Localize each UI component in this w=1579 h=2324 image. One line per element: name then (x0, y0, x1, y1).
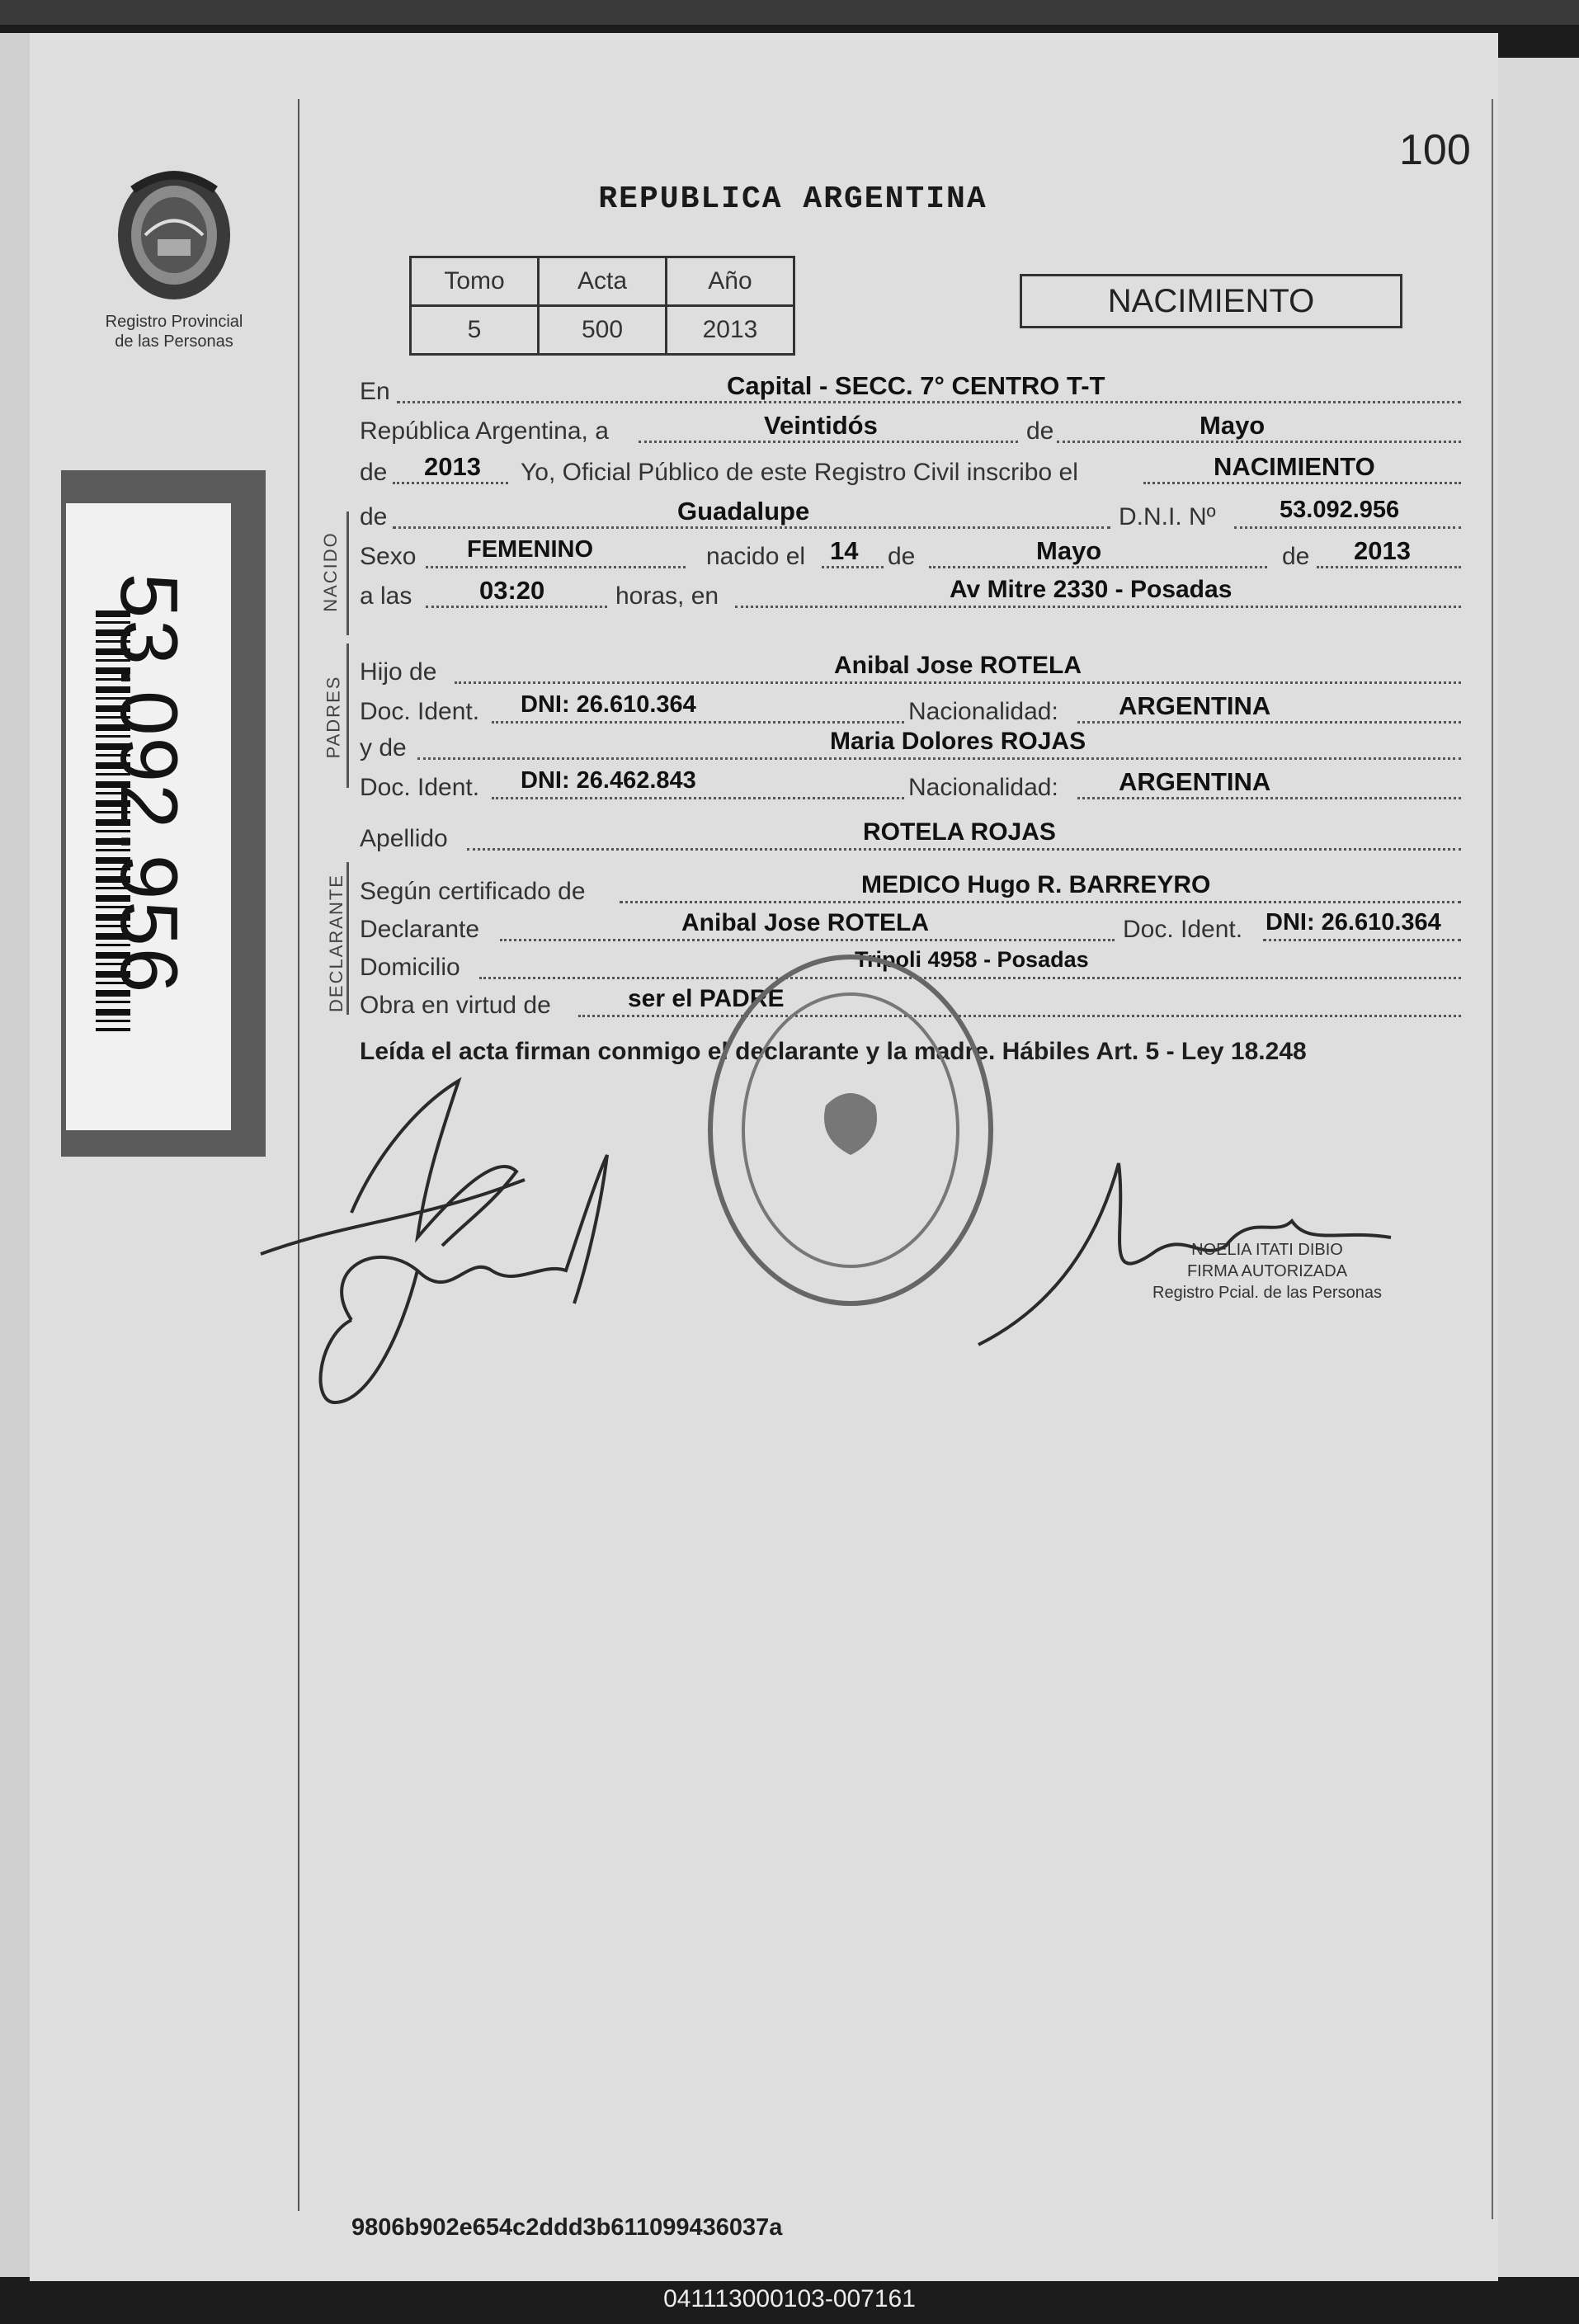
obra-label: Obra en virtud de (360, 992, 551, 1019)
lugar-value: Av Mitre 2330 - Posadas (950, 576, 1233, 603)
domicilio-value: Tripoli 4958 - Posadas (855, 947, 1089, 972)
dotted-line (426, 566, 686, 568)
document-hash: 9806b902e654c2ddd3b611099436037a (351, 2214, 783, 2241)
en-label: En (360, 378, 390, 405)
oficial-text: Yo, Oficial Público de este Registro Civil inscribo el (521, 459, 1078, 486)
de-label: de (1026, 417, 1054, 445)
registry-table (409, 256, 795, 356)
barcode-number: 53.092.956 (104, 573, 195, 995)
nac2-label: Nacionalidad: (908, 774, 1058, 801)
domicilio-label: Domicilio (360, 954, 460, 981)
padre-value: Anibal Jose ROTELA (834, 652, 1082, 679)
seal-caption (79, 312, 269, 351)
sexo-label: Sexo (360, 543, 417, 570)
doc1-label: Doc. Ident. (360, 698, 480, 725)
row-nombre (360, 497, 1465, 535)
dotted-line (1077, 797, 1461, 799)
dotted-line (620, 901, 1461, 903)
doc2-label: Doc. Ident. (360, 774, 480, 801)
value-tomo: 5 (411, 306, 539, 355)
row-hijo (360, 652, 1465, 690)
dotted-line (417, 757, 1461, 760)
hora-value: 03:20 (479, 576, 545, 605)
dotted-line (500, 939, 1115, 941)
left-page-edge (0, 33, 30, 2277)
dotted-line (1077, 721, 1461, 724)
nombre-value: Guadalupe (677, 497, 810, 526)
dotted-line (393, 526, 1110, 529)
doc1-value: DNI: 26.610.364 (521, 691, 696, 718)
dotted-line (1057, 441, 1461, 443)
dotted-line (1234, 526, 1461, 529)
provincial-seal-icon (108, 157, 240, 305)
doc3-label: Doc. Ident. (1123, 916, 1243, 943)
dotted-line (467, 848, 1461, 851)
dotted-line (455, 681, 1461, 684)
nacido-year: 2013 (1354, 536, 1411, 565)
header-tomo: Tomo (411, 257, 539, 306)
hijo-label: Hijo de (360, 658, 437, 686)
dotted-line (393, 482, 508, 484)
declarante-section-label: DECLARANTE (325, 874, 346, 1012)
apellido-value: ROTELA ROJAS (863, 818, 1056, 846)
dni-label: D.N.I. Nº (1119, 503, 1216, 530)
nacido-de-label: de (888, 543, 916, 570)
registry-stamp-icon (702, 949, 999, 1312)
closing-statement: Leída el acta firman conmigo el declarante y la madre. Hábiles Art. 5 - Ley 18.248 (360, 1038, 1307, 1065)
seal-caption-line1: Registro Provincial (105, 313, 243, 331)
header-acta: Acta (539, 257, 667, 306)
y-de-label: y de (360, 734, 407, 761)
document-title: REPUBLICA ARGENTINA (598, 181, 987, 217)
dotted-line (639, 441, 1018, 443)
nacido-bracket (346, 511, 349, 635)
nac1-value: ARGENTINA (1119, 691, 1271, 720)
declarant-signature-icon (252, 1056, 681, 1452)
month-value: Mayo (1200, 411, 1266, 440)
nacido-month: Mayo (1036, 536, 1102, 565)
declarante-value: Anibal Jose ROTELA (681, 909, 930, 936)
row-certificado (360, 871, 1465, 909)
nac1-label: Nacionalidad: (908, 698, 1058, 725)
official-stamp-text (1094, 1239, 1440, 1303)
dotted-line (735, 606, 1461, 608)
dni-value: 53.092.956 (1280, 497, 1400, 523)
dotted-line (492, 797, 904, 799)
row-sexo (360, 536, 1465, 574)
row-madre (360, 728, 1465, 766)
row-declarante (360, 909, 1465, 947)
dotted-line (426, 606, 607, 608)
row-doc2 (360, 767, 1465, 805)
row-republica (360, 411, 1465, 449)
nacido-label: nacido el (706, 543, 806, 570)
nacido-section-label: NACIDO (319, 531, 341, 612)
year-prefix: de (360, 459, 388, 486)
value-ano: 2013 (667, 306, 794, 355)
republica-label: República Argentina, a (360, 417, 609, 445)
year-value: 2013 (424, 452, 481, 481)
doc2-value: DNI: 26.462.843 (521, 767, 696, 794)
apellido-label: Apellido (360, 825, 448, 852)
dotted-line (822, 566, 884, 568)
dotted-line (397, 401, 1461, 403)
obra-value: ser el PADRE (628, 985, 785, 1012)
declarante-label: Declarante (360, 916, 480, 943)
right-rule (1492, 99, 1493, 2219)
padres-section-label: PADRES (323, 675, 344, 759)
right-page-edge (1485, 58, 1579, 2277)
nacido-day: 14 (830, 536, 859, 565)
padres-bracket (346, 643, 349, 788)
certificate-page (30, 33, 1498, 2281)
value-acta: 500 (539, 306, 667, 355)
dotted-line (1263, 939, 1461, 941)
certificado-value: MEDICO Hugo R. BARREYRO (861, 871, 1211, 898)
nac2-value: ARGENTINA (1119, 767, 1271, 796)
doc3-value: DNI: 26.610.364 (1266, 909, 1441, 936)
dotted-line (1317, 566, 1461, 568)
page-number: 100 (1399, 126, 1471, 174)
dotted-line (1143, 482, 1461, 484)
horas-label: horas, en (615, 582, 719, 610)
nacido-de2-label: de (1282, 543, 1310, 570)
row-hora (360, 576, 1465, 614)
certificado-label: Según certificado de (360, 878, 586, 905)
row-doc1 (360, 691, 1465, 729)
dotted-line (492, 721, 904, 724)
madre-value: Maria Dolores ROJAS (830, 728, 1086, 755)
scan-border-top (0, 0, 1579, 25)
row-year (360, 452, 1465, 490)
nombre-label: de (360, 503, 388, 530)
official-office: Registro Pcial. de las Personas (1152, 1284, 1382, 1302)
row-en (360, 371, 1465, 409)
act-type-box: NACIMIENTO (1020, 274, 1402, 328)
seal-caption-line2: de las Personas (115, 332, 233, 351)
en-value: Capital - SECC. 7° CENTRO T-T (727, 371, 1105, 400)
registry-table-header (411, 257, 794, 306)
dotted-line (929, 566, 1267, 568)
official-name: NOELIA ITATI DIBIO (1191, 1241, 1343, 1259)
sexo-value: FEMENINO (467, 536, 594, 563)
day-value: Veintidós (764, 411, 878, 440)
row-apellido (360, 818, 1465, 856)
registry-table-values (411, 306, 794, 355)
hora-label: a las (360, 582, 412, 610)
official-title: FIRMA AUTORIZADA (1186, 1262, 1348, 1280)
header-ano: Año (667, 257, 794, 306)
footer-code: 041113000103-007161 (663, 2285, 916, 2312)
inscribo-value: NACIMIENTO (1214, 452, 1375, 481)
